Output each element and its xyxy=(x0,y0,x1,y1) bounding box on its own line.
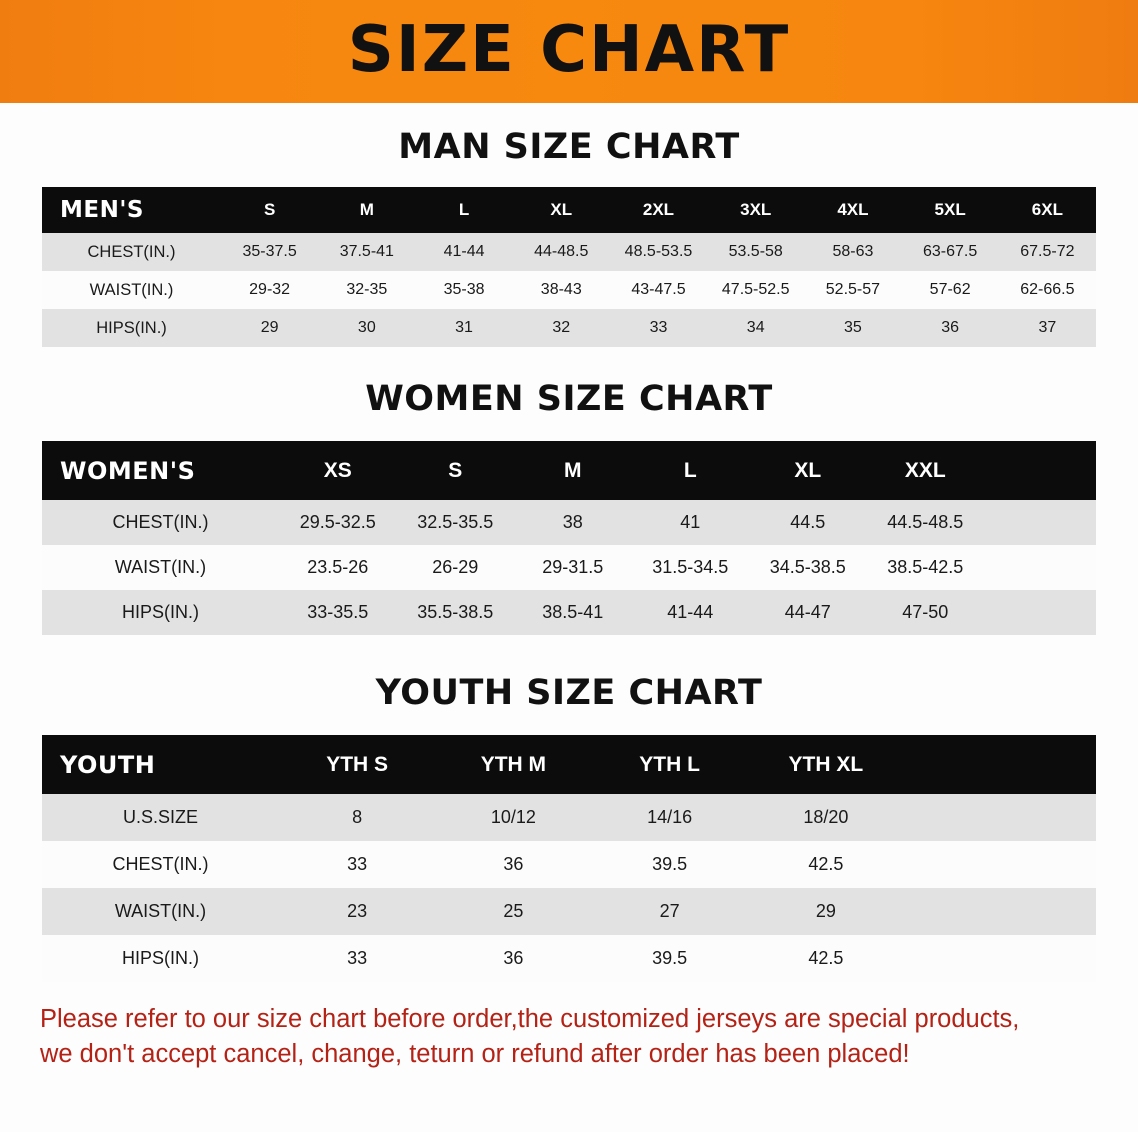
women-cell-2-1: 35.5-38.5 xyxy=(417,602,494,622)
youth-row-2-label: WAIST(IN.) xyxy=(114,901,207,921)
man-col-7: 5XL xyxy=(934,200,966,219)
women-cell-2-5: 47-50 xyxy=(902,602,949,622)
youth-cell-0-2: 14/16 xyxy=(647,807,693,827)
man-cell-0-8: 67.5-72 xyxy=(1020,243,1075,260)
policy-note xyxy=(40,1002,1098,1072)
women-cell-2-0: 33-35.5 xyxy=(307,602,369,622)
women-cell-1-3: 31.5-34.5 xyxy=(652,557,729,577)
man-table-body xyxy=(42,233,1096,347)
women-cell-1-spacer xyxy=(984,545,1096,590)
man-col-5: 3XL xyxy=(740,200,772,219)
women-row-0-label: CHEST(IN.) xyxy=(112,512,209,532)
man-cell-2-0: 29 xyxy=(260,319,279,336)
man-cell-0-4: 48.5-53.5 xyxy=(624,243,693,260)
page-banner xyxy=(0,0,1138,103)
youth-cell-2-0: 23 xyxy=(347,901,368,921)
youth-col-3: YTH XL xyxy=(788,752,864,776)
youth-header-corner: YOUTH xyxy=(60,750,156,779)
man-cell-0-1: 37.5-41 xyxy=(339,243,394,260)
women-col-3: L xyxy=(683,458,697,482)
man-header-corner: MEN'S xyxy=(60,197,144,223)
man-row-2-label: HIPS(IN.) xyxy=(96,318,167,337)
women-cell-0-0: 29.5-32.5 xyxy=(299,512,376,532)
man-cell-1-0: 29-32 xyxy=(249,281,291,298)
youth-cell-3-3: 42.5 xyxy=(808,948,844,968)
youth-col-1: YTH M xyxy=(480,752,547,776)
youth-col-0: YTH S xyxy=(326,752,389,776)
women-cell-2-spacer xyxy=(984,590,1096,635)
table-header-row xyxy=(42,441,1096,500)
youth-cell-2-3: 29 xyxy=(815,901,836,921)
youth-size-table xyxy=(42,735,1096,982)
women-col-1: S xyxy=(448,458,463,482)
man-col-0: S xyxy=(263,200,276,219)
youth-section-heading: YOUTH SIZE CHART xyxy=(375,673,763,713)
man-cell-2-4: 33 xyxy=(649,319,668,336)
policy-note-line-1: Please refer to our size chart before order,the customized jerseys are special products, xyxy=(40,1005,1020,1033)
women-cell-0-3: 41 xyxy=(680,512,701,532)
women-row-2-label: HIPS(IN.) xyxy=(121,602,199,622)
women-header-corner: WOMEN'S xyxy=(60,456,196,485)
youth-cell-3-spacer xyxy=(904,935,1096,982)
table-row xyxy=(42,841,1096,888)
youth-cell-1-spacer xyxy=(904,841,1096,888)
women-size-table xyxy=(42,441,1096,635)
women-cell-2-4: 44-47 xyxy=(784,602,831,622)
man-cell-1-1: 32-35 xyxy=(346,281,388,298)
youth-cell-0-spacer xyxy=(904,794,1096,841)
youth-cell-3-0: 33 xyxy=(347,948,368,968)
youth-cell-1-3: 42.5 xyxy=(808,854,844,874)
table-row xyxy=(42,309,1096,347)
table-row xyxy=(42,794,1096,841)
women-col-2: M xyxy=(564,458,582,482)
youth-cell-2-1: 25 xyxy=(503,901,524,921)
women-col-4: XL xyxy=(794,458,822,482)
youth-cell-3-2: 39.5 xyxy=(652,948,688,968)
youth-cell-2-2: 27 xyxy=(659,901,680,921)
youth-row-0-label: U.S.SIZE xyxy=(122,807,198,827)
women-cell-1-1: 26-29 xyxy=(432,557,479,577)
youth-cell-2-spacer xyxy=(904,888,1096,935)
women-cell-1-0: 23.5-26 xyxy=(307,557,369,577)
women-cell-1-2: 29-31.5 xyxy=(542,557,604,577)
youth-cell-1-1: 36 xyxy=(503,854,524,874)
man-section-heading: MAN SIZE CHART xyxy=(398,127,740,167)
table-row xyxy=(42,888,1096,935)
man-col-4: 2XL xyxy=(642,200,675,219)
page-title: SIZE CHART xyxy=(347,12,791,87)
man-cell-2-7: 36 xyxy=(941,319,960,336)
youth-row-3-label: HIPS(IN.) xyxy=(121,948,199,968)
women-cell-1-4: 34.5-38.5 xyxy=(769,557,846,577)
youth-table-container xyxy=(42,735,1096,982)
youth-col-spacer xyxy=(904,735,1096,794)
man-col-1: M xyxy=(359,200,374,219)
women-cell-2-3: 41-44 xyxy=(667,602,714,622)
women-table-body xyxy=(42,500,1096,635)
youth-cell-0-0: 8 xyxy=(352,807,363,827)
man-size-table xyxy=(42,187,1096,347)
man-cell-1-7: 57-62 xyxy=(929,281,971,298)
man-cell-2-3: 32 xyxy=(552,319,571,336)
man-table-header xyxy=(42,187,1096,233)
women-cell-0-4: 44.5 xyxy=(790,512,826,532)
women-table-header xyxy=(42,441,1096,500)
man-col-3: XL xyxy=(550,200,573,219)
women-table-container xyxy=(42,441,1096,635)
man-cell-2-1: 30 xyxy=(357,319,376,336)
man-cell-2-8: 37 xyxy=(1038,319,1057,336)
table-row xyxy=(42,271,1096,309)
man-cell-0-2: 41-44 xyxy=(443,243,485,260)
table-row xyxy=(42,500,1096,545)
youth-cell-1-2: 39.5 xyxy=(652,854,688,874)
youth-cell-0-1: 10/12 xyxy=(490,807,536,827)
women-cell-1-5: 38.5-42.5 xyxy=(887,557,964,577)
table-row xyxy=(42,590,1096,635)
man-cell-1-6: 52.5-57 xyxy=(825,281,881,298)
man-cell-1-8: 62-66.5 xyxy=(1020,281,1075,298)
man-cell-0-5: 53.5-58 xyxy=(728,243,783,260)
women-col-spacer xyxy=(984,441,1096,500)
youth-col-2: YTH L xyxy=(639,752,700,776)
man-col-2: L xyxy=(458,200,470,219)
women-cell-0-spacer xyxy=(984,500,1096,545)
youth-row-1-label: CHEST(IN.) xyxy=(112,854,209,874)
youth-cell-0-3: 18/20 xyxy=(803,807,849,827)
man-cell-1-4: 43-47.5 xyxy=(631,281,686,298)
man-cell-0-6: 58-63 xyxy=(832,243,874,260)
table-row xyxy=(42,233,1096,271)
man-cell-1-5: 47.5-52.5 xyxy=(721,281,790,298)
women-cell-0-2: 38 xyxy=(562,512,583,532)
women-col-5: XXL xyxy=(904,458,946,482)
table-row xyxy=(42,545,1096,590)
table-header-row xyxy=(42,187,1096,233)
women-section-heading: WOMEN SIZE CHART xyxy=(365,379,773,419)
man-col-8: 6XL xyxy=(1031,200,1063,219)
policy-note-line-2: we don't accept cancel, change, teturn or refund after order has been placed! xyxy=(40,1040,910,1069)
women-row-1-label: WAIST(IN.) xyxy=(114,557,207,577)
youth-cell-3-1: 36 xyxy=(503,948,524,968)
man-table-container xyxy=(42,187,1096,347)
man-cell-2-2: 31 xyxy=(455,319,473,336)
women-cell-2-2: 38.5-41 xyxy=(542,602,604,622)
man-row-1-label: WAIST(IN.) xyxy=(89,280,174,299)
man-cell-1-3: 38-43 xyxy=(540,281,582,298)
man-cell-2-5: 34 xyxy=(746,319,765,336)
women-col-0: XS xyxy=(323,458,352,482)
man-cell-1-2: 35-38 xyxy=(443,281,485,298)
youth-table-header xyxy=(42,735,1096,794)
women-cell-0-5: 44.5-48.5 xyxy=(887,512,964,532)
table-row xyxy=(42,935,1096,982)
youth-cell-1-0: 33 xyxy=(347,854,368,874)
youth-table-body xyxy=(42,794,1096,982)
table-header-row xyxy=(42,735,1096,794)
man-cell-0-0: 35-37.5 xyxy=(242,243,297,260)
man-col-6: 4XL xyxy=(837,200,869,219)
man-cell-0-3: 44-48.5 xyxy=(534,243,589,260)
man-cell-2-6: 35 xyxy=(844,319,862,336)
women-cell-0-1: 32.5-35.5 xyxy=(417,512,494,532)
man-row-0-label: CHEST(IN.) xyxy=(87,242,176,261)
man-cell-0-7: 63-67.5 xyxy=(923,243,978,260)
